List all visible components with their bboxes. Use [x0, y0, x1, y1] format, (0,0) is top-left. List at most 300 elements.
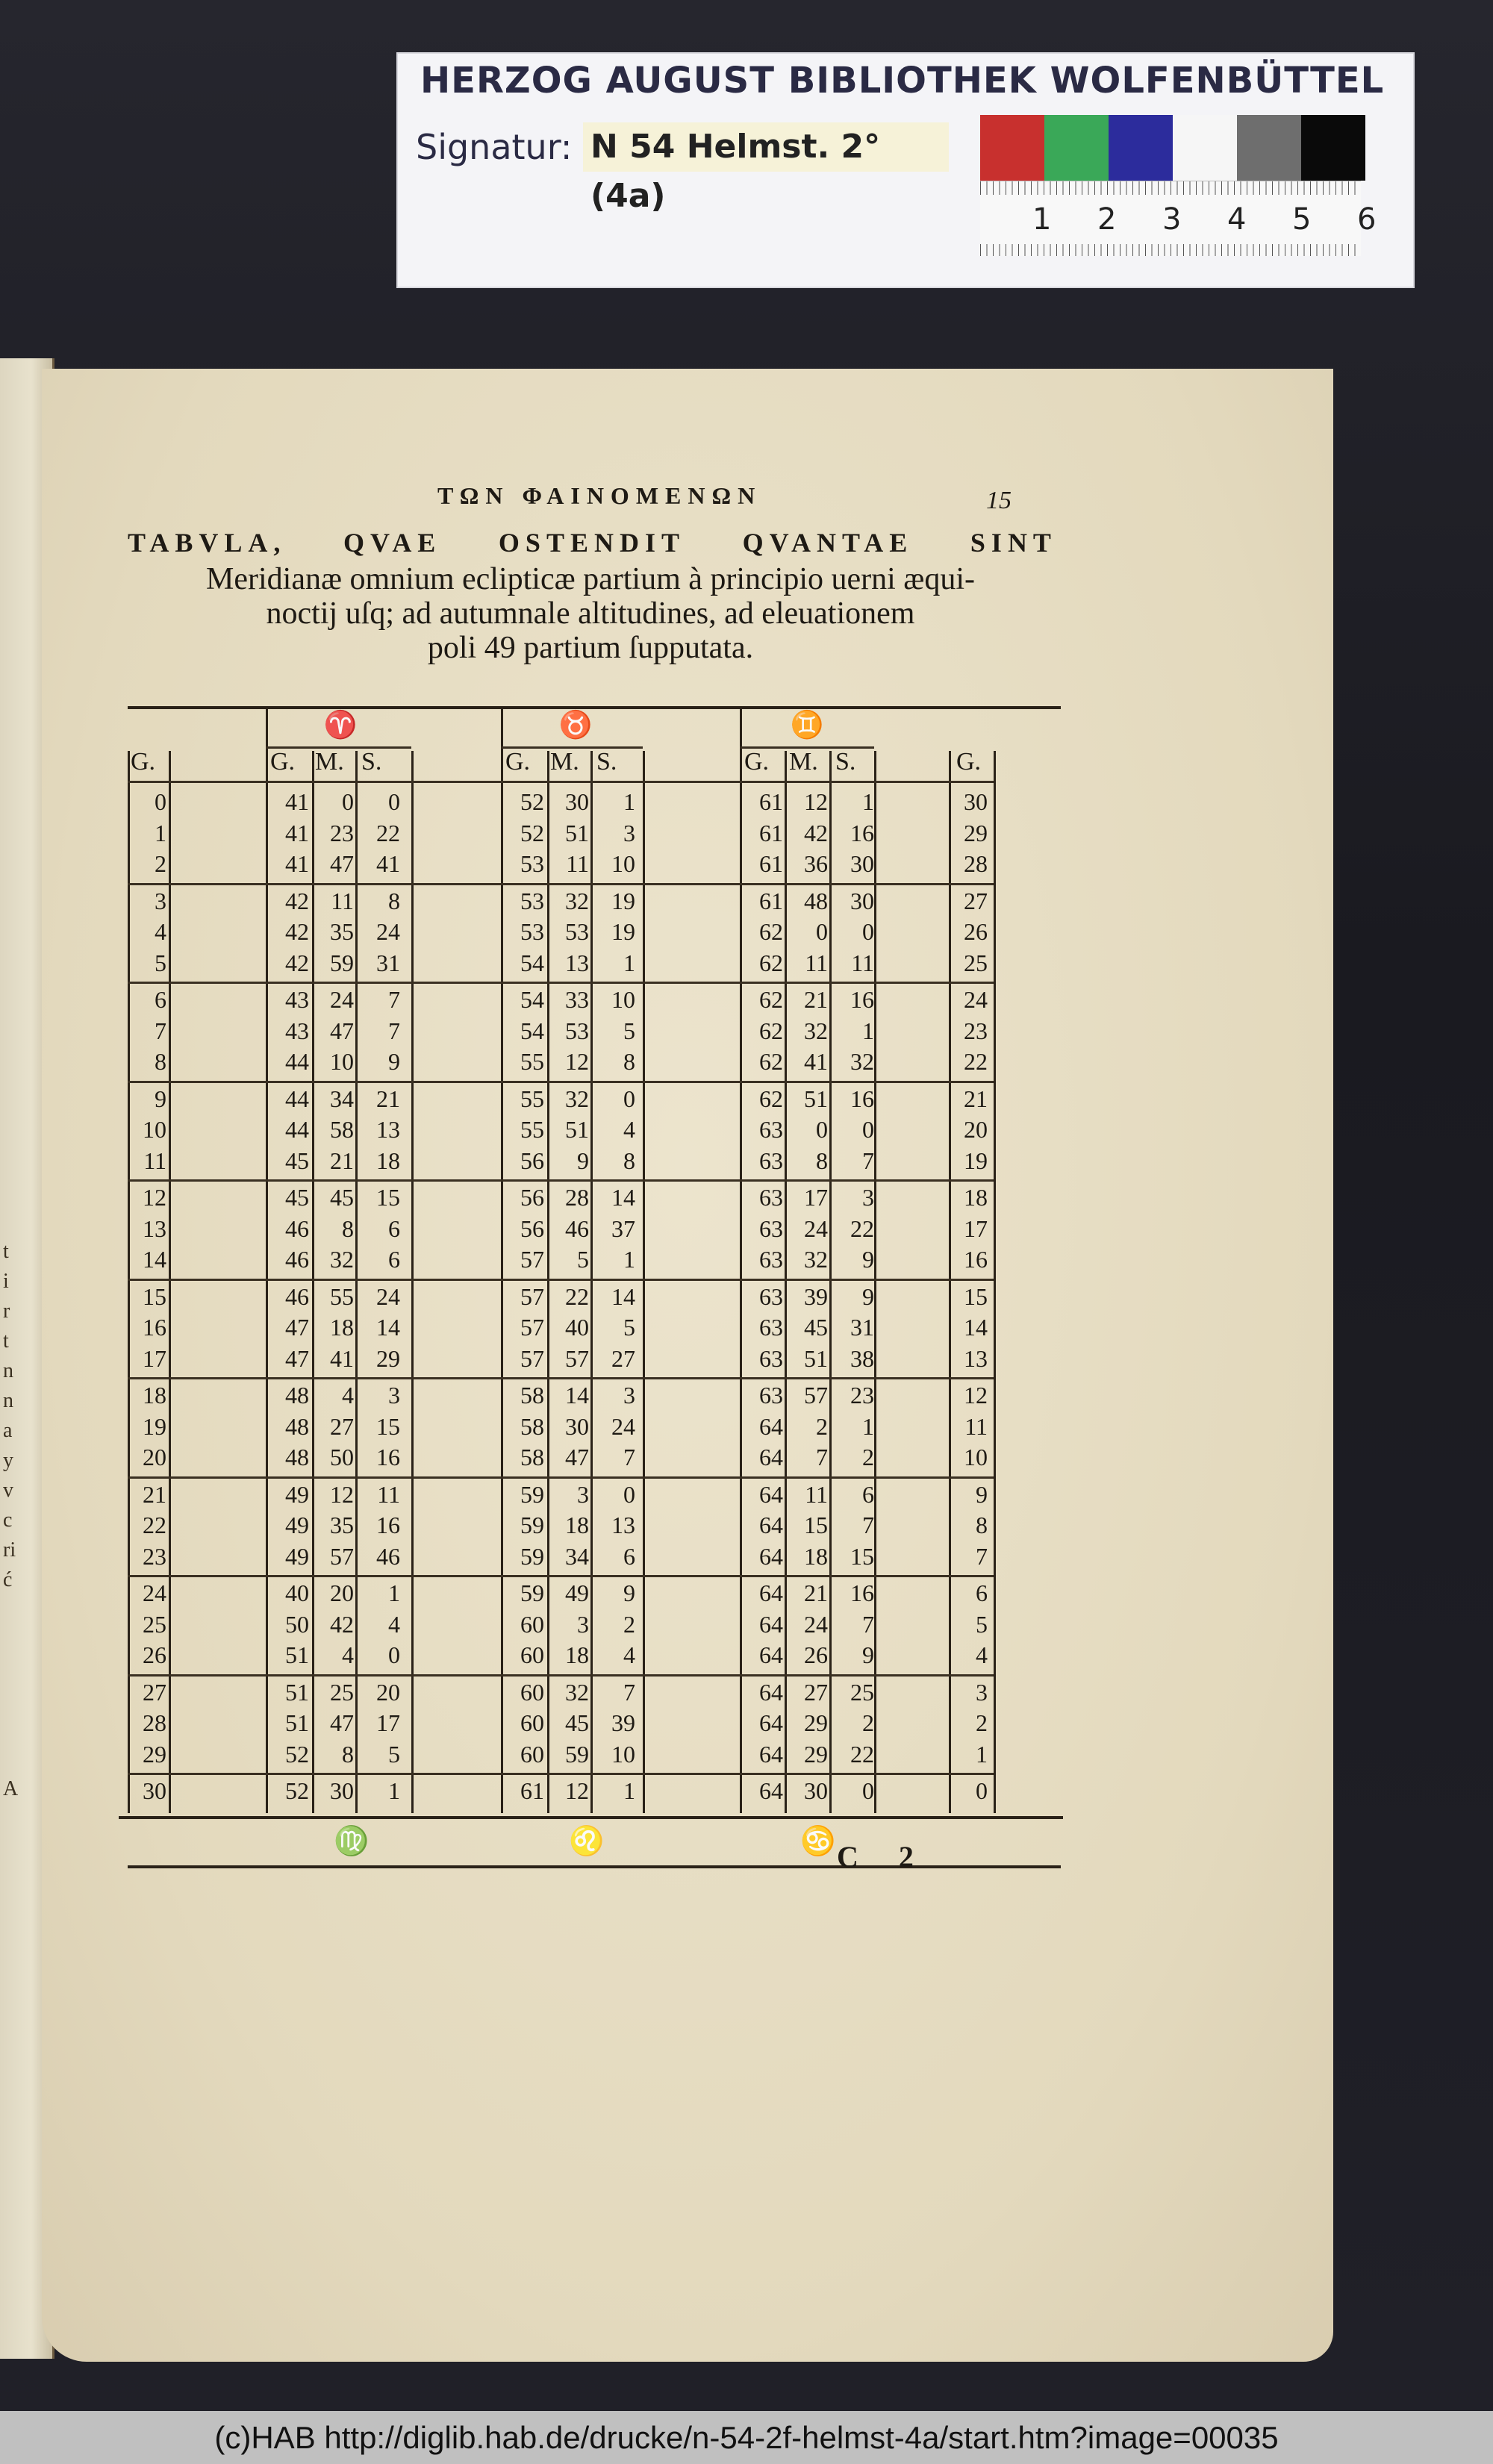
complement-degree-cell: 14 [964, 1314, 988, 1341]
complement-degree-cell: 26 [964, 918, 988, 945]
title-line: noctij uſq; ad autumnale altitudines, ad eleuationem [266, 596, 915, 631]
minutes-value: 51 [565, 819, 589, 846]
seconds-value: 17 [376, 1709, 400, 1736]
minutes-value: 57 [804, 1382, 828, 1409]
color-swatch [1301, 115, 1365, 181]
title-word: OSTENDIT [498, 528, 685, 558]
complement-degree-cell: 9 [976, 1480, 988, 1508]
minutes-value: 57 [330, 1542, 354, 1570]
minutes-value: 12 [565, 1048, 589, 1075]
seconds-value: 1 [623, 949, 635, 976]
minutes-value: 58 [330, 1116, 354, 1143]
minutes-value: 51 [804, 1344, 828, 1372]
degrees-value: 63 [759, 1116, 783, 1143]
degrees-value: 64 [759, 1579, 783, 1606]
seconds-value: 8 [623, 1048, 635, 1075]
table-column-rule [740, 706, 742, 1813]
minutes-value: 18 [565, 1512, 589, 1538]
seconds-value: 11 [377, 1480, 400, 1508]
row-group-rule [128, 1476, 994, 1479]
seconds-value: 31 [850, 1314, 874, 1341]
facing-page-text-fragment: r [3, 1300, 10, 1323]
degrees-value: 46 [285, 1282, 309, 1310]
seconds-value: 2 [623, 1610, 635, 1638]
minutes-value: 41 [804, 1048, 828, 1075]
row-group-rule [128, 1674, 994, 1677]
seconds-value: 1 [623, 1777, 635, 1804]
seconds-value: 10 [611, 1740, 635, 1768]
seconds-value: 29 [376, 1344, 400, 1372]
seconds-value: 19 [611, 887, 635, 914]
zodiac-sign-footer: ♋ [800, 1825, 836, 1857]
minutes-value: 21 [330, 1147, 354, 1174]
complement-degree-cell: 7 [976, 1542, 988, 1570]
ruler-number: 2 [1097, 202, 1117, 237]
minutes-value: 51 [804, 1085, 828, 1112]
table-column-rule [266, 706, 268, 1813]
degrees-value: 51 [285, 1641, 309, 1668]
degrees-value: 61 [759, 887, 783, 914]
minutes-value: 8 [342, 1214, 354, 1242]
degrees-value: 64 [759, 1412, 783, 1440]
degrees-value: 41 [285, 819, 309, 846]
degrees-value: 46 [285, 1214, 309, 1242]
seconds-value: 1 [623, 788, 635, 815]
minutes-value: 17 [804, 1184, 828, 1211]
degrees-value: 43 [285, 986, 309, 1013]
minutes-value: 47 [330, 850, 354, 877]
degrees-value: 40 [285, 1579, 309, 1606]
minutes-value: 53 [565, 918, 589, 945]
row-group-rule [128, 1575, 994, 1577]
degrees-value: 53 [520, 887, 544, 914]
row-group-rule [128, 1179, 994, 1182]
minutes-value: 49 [565, 1579, 589, 1606]
degrees-value: 56 [520, 1147, 544, 1174]
seconds-value: 39 [611, 1709, 635, 1736]
seconds-value: 22 [850, 1740, 874, 1768]
table-column-rule [501, 706, 503, 1813]
minutes-value: 21 [804, 986, 828, 1013]
seconds-value: 5 [623, 1017, 635, 1044]
seconds-value: 3 [623, 1382, 635, 1409]
minutes-value: 11 [805, 949, 828, 976]
seconds-value: 20 [376, 1678, 400, 1706]
degrees-value: 45 [285, 1184, 309, 1211]
color-swatches [980, 115, 1365, 181]
degree-cell: 18 [143, 1382, 166, 1409]
degree-cell: 19 [143, 1412, 166, 1440]
degree-cell: 16 [143, 1314, 166, 1341]
seconds-value: 18 [376, 1147, 400, 1174]
degrees-value: 42 [285, 887, 309, 914]
seconds-value: 13 [376, 1116, 400, 1143]
seconds-value: 7 [862, 1610, 874, 1638]
row-group-rule [128, 883, 994, 885]
table-column-rule [785, 751, 787, 1813]
degrees-value: 64 [759, 1444, 783, 1470]
degrees-value: 60 [520, 1678, 544, 1706]
seconds-value: 0 [388, 1641, 400, 1668]
library-name: HERZOG AUGUST BIBLIOTHEK WOLFENBÜTTEL [420, 60, 1385, 102]
minutes-value: 47 [330, 1017, 354, 1044]
degrees-value: 42 [285, 949, 309, 976]
seconds-value: 1 [862, 1017, 874, 1044]
seconds-value: 15 [376, 1184, 400, 1211]
seconds-value: 4 [388, 1610, 400, 1638]
complement-degree-cell: 28 [964, 850, 988, 877]
color-swatch [1044, 115, 1109, 181]
ruler-number: 5 [1292, 202, 1312, 237]
minutes-value: 0 [816, 918, 828, 945]
minutes-value: 24 [804, 1214, 828, 1242]
degrees-value: 44 [285, 1085, 309, 1112]
complement-degree-cell: 6 [976, 1579, 988, 1606]
degree-cell: 26 [143, 1641, 166, 1668]
minutes-value: 34 [330, 1085, 354, 1112]
degrees-value: 58 [520, 1382, 544, 1409]
seconds-value: 21 [376, 1085, 400, 1112]
degrees-value: 58 [520, 1444, 544, 1470]
minutes-value: 0 [342, 788, 354, 815]
book-page [42, 369, 1333, 2362]
degree-cell: 25 [143, 1610, 166, 1638]
seconds-value: 9 [862, 1246, 874, 1273]
column-header-s: S. [835, 748, 856, 776]
minutes-value: 2 [816, 1412, 828, 1440]
degrees-value: 62 [759, 1048, 783, 1075]
complement-degree-cell: 11 [964, 1412, 988, 1440]
minutes-value: 8 [342, 1740, 354, 1768]
minutes-value: 5 [577, 1246, 589, 1273]
minutes-value: 47 [565, 1444, 589, 1470]
complement-degree-cell: 22 [964, 1048, 988, 1075]
seconds-value: 9 [623, 1579, 635, 1606]
seconds-value: 3 [388, 1382, 400, 1409]
degrees-value: 54 [520, 1017, 544, 1044]
minutes-value: 4 [342, 1641, 354, 1668]
seconds-value: 16 [376, 1512, 400, 1538]
degree-cell: 28 [143, 1709, 166, 1736]
degrees-value: 57 [520, 1314, 544, 1341]
degrees-value: 49 [285, 1512, 309, 1538]
minutes-value: 57 [565, 1344, 589, 1372]
degrees-value: 46 [285, 1246, 309, 1273]
degree-cell: 30 [143, 1777, 166, 1804]
complement-degree-cell: 29 [964, 819, 988, 846]
minutes-value: 47 [330, 1709, 354, 1736]
degrees-value: 57 [520, 1344, 544, 1372]
degrees-value: 62 [759, 1017, 783, 1044]
seconds-value: 4 [623, 1116, 635, 1143]
degrees-value: 55 [520, 1085, 544, 1112]
degrees-value: 56 [520, 1214, 544, 1242]
seconds-value: 14 [376, 1314, 400, 1341]
ruler-number: 1 [1032, 202, 1052, 237]
color-target-card [398, 54, 1413, 287]
degree-cell: 3 [155, 887, 166, 914]
complement-degree-cell: 30 [964, 788, 988, 815]
degrees-value: 52 [520, 788, 544, 815]
degrees-value: 63 [759, 1382, 783, 1409]
seconds-value: 0 [623, 1480, 635, 1508]
zodiac-sign-header: ♉ [558, 710, 593, 740]
table-column-rule [411, 751, 414, 1813]
column-header-g: G. [744, 748, 770, 776]
degrees-value: 53 [520, 918, 544, 945]
seconds-value: 15 [376, 1412, 400, 1440]
degrees-value: 52 [520, 819, 544, 846]
seconds-value: 38 [850, 1344, 874, 1372]
minutes-value: 29 [804, 1740, 828, 1768]
degrees-value: 49 [285, 1542, 309, 1570]
degrees-value: 63 [759, 1246, 783, 1273]
degrees-value: 48 [285, 1382, 309, 1409]
minutes-value: 51 [565, 1116, 589, 1143]
minutes-value: 12 [565, 1777, 589, 1804]
degrees-value: 42 [285, 918, 309, 945]
column-header-s: S. [596, 748, 617, 776]
seconds-value: 14 [611, 1282, 635, 1310]
complement-degree-cell: 2 [976, 1709, 988, 1736]
degrees-value: 47 [285, 1314, 309, 1341]
degrees-value: 64 [759, 1512, 783, 1538]
facing-page-text-fragment: i [3, 1270, 9, 1293]
ruler-numbers [980, 202, 1377, 240]
minutes-value: 12 [330, 1480, 354, 1508]
degree-cell: 27 [143, 1678, 166, 1706]
ruler-number: 6 [1357, 202, 1377, 237]
row-group-rule [128, 1081, 994, 1083]
degrees-value: 48 [285, 1412, 309, 1440]
row-group-rule [128, 1377, 994, 1379]
zodiac-sign-header: ♊ [790, 710, 824, 740]
degrees-value: 52 [285, 1740, 309, 1768]
column-header-g: G. [505, 748, 531, 776]
complement-degree-cell: 19 [964, 1147, 988, 1174]
title-word: TABVLA, [128, 528, 287, 558]
minutes-value: 27 [804, 1678, 828, 1706]
degree-cell: 1 [155, 819, 166, 846]
degrees-value: 55 [520, 1048, 544, 1075]
degrees-value: 61 [759, 788, 783, 815]
degree-cell: 23 [143, 1542, 166, 1570]
facing-page-text-fragment: A [3, 1777, 19, 1800]
degrees-value: 60 [520, 1641, 544, 1668]
title-word: QVAE [343, 528, 442, 558]
column-header-m: M. [789, 748, 818, 776]
complement-degree-cell: 17 [964, 1214, 988, 1242]
seconds-value: 23 [850, 1382, 874, 1409]
column-header-m: M. [550, 748, 579, 776]
degrees-value: 63 [759, 1214, 783, 1242]
minutes-value: 55 [330, 1282, 354, 1310]
seconds-value: 25 [850, 1678, 874, 1706]
degrees-value: 61 [759, 850, 783, 877]
minutes-value: 27 [330, 1412, 354, 1440]
seconds-value: 7 [388, 1017, 400, 1044]
table-column-rule [994, 751, 996, 1813]
minutes-value: 42 [330, 1610, 354, 1638]
degree-cell: 14 [143, 1246, 166, 1273]
seconds-value: 30 [850, 850, 874, 877]
minutes-value: 24 [330, 986, 354, 1013]
seconds-value: 15 [850, 1542, 874, 1570]
minutes-value: 35 [330, 918, 354, 945]
degree-cell: 11 [143, 1147, 166, 1174]
minutes-value: 32 [804, 1246, 828, 1273]
minutes-value: 3 [577, 1480, 589, 1508]
minutes-value: 45 [565, 1709, 589, 1736]
minutes-value: 32 [565, 887, 589, 914]
facing-page-text-fragment: t [3, 1240, 9, 1263]
degrees-value: 62 [759, 949, 783, 976]
color-swatch [1173, 115, 1237, 181]
seconds-value: 19 [611, 918, 635, 945]
seconds-value: 1 [862, 1412, 874, 1440]
seconds-value: 7 [862, 1512, 874, 1538]
degree-cell: 20 [143, 1444, 166, 1470]
degree-cell: 13 [143, 1214, 166, 1242]
seconds-value: 10 [611, 850, 635, 877]
complement-degree-cell: 16 [964, 1246, 988, 1273]
minutes-value: 8 [816, 1147, 828, 1174]
degrees-value: 60 [520, 1610, 544, 1638]
degree-column-header: G. [956, 748, 982, 776]
table-column-rule [355, 751, 358, 1813]
seconds-value: 6 [862, 1480, 874, 1508]
degrees-value: 64 [759, 1740, 783, 1768]
minutes-value: 34 [565, 1542, 589, 1570]
seconds-value: 9 [388, 1048, 400, 1075]
seconds-value: 16 [850, 986, 874, 1013]
degrees-value: 63 [759, 1282, 783, 1310]
table-bottom-rule [119, 1816, 1063, 1819]
complement-degree-cell: 5 [976, 1610, 988, 1638]
degrees-value: 62 [759, 1085, 783, 1112]
table-column-rule [169, 751, 171, 1813]
facing-page-text-fragment: v [3, 1479, 13, 1502]
degrees-value: 55 [520, 1116, 544, 1143]
degrees-value: 57 [520, 1282, 544, 1310]
degrees-value: 58 [520, 1412, 544, 1440]
degree-cell: 17 [143, 1344, 166, 1372]
minutes-value: 48 [804, 887, 828, 914]
degrees-value: 44 [285, 1048, 309, 1075]
degree-cell: 6 [155, 986, 166, 1013]
title-line: Meridianæ omnium eclipticæ partium à principio uerni æqui- [206, 562, 975, 596]
minutes-value: 32 [565, 1678, 589, 1706]
seconds-value: 16 [850, 819, 874, 846]
degree-column-header: G. [131, 748, 156, 776]
minutes-value: 32 [804, 1017, 828, 1044]
degrees-value: 45 [285, 1147, 309, 1174]
degrees-value: 50 [285, 1610, 309, 1638]
minutes-value: 30 [565, 1412, 589, 1440]
minutes-value: 32 [565, 1085, 589, 1112]
row-group-rule [128, 982, 994, 984]
complement-degree-cell: 1 [976, 1740, 988, 1768]
degree-cell: 12 [143, 1184, 166, 1211]
minutes-value: 42 [804, 819, 828, 846]
degree-cell: 10 [143, 1116, 166, 1143]
title-line: poli 49 partium ſupputata. [427, 631, 754, 665]
degrees-value: 49 [285, 1480, 309, 1508]
minutes-value: 26 [804, 1641, 828, 1668]
complement-degree-cell: 8 [976, 1512, 988, 1538]
table-column-rule [312, 751, 314, 1813]
degrees-value: 56 [520, 1184, 544, 1211]
degrees-value: 64 [759, 1678, 783, 1706]
minutes-value: 0 [816, 1116, 828, 1143]
seconds-value: 9 [862, 1282, 874, 1310]
seconds-value: 6 [388, 1214, 400, 1242]
seconds-value: 9 [862, 1641, 874, 1668]
minutes-value: 45 [330, 1184, 354, 1211]
ruler-number: 4 [1227, 202, 1247, 237]
row-group-rule [128, 1279, 994, 1281]
degrees-value: 64 [759, 1709, 783, 1736]
seconds-value: 3 [623, 819, 635, 846]
minutes-value: 45 [804, 1314, 828, 1341]
degree-cell: 9 [155, 1085, 166, 1112]
seconds-value: 46 [376, 1542, 400, 1570]
complement-degree-cell: 25 [964, 949, 988, 976]
seconds-value: 0 [862, 1777, 874, 1804]
column-header-m: M. [315, 748, 344, 776]
seconds-value: 8 [623, 1147, 635, 1174]
seconds-value: 1 [623, 1246, 635, 1273]
degrees-value: 59 [520, 1542, 544, 1570]
minutes-value: 29 [804, 1709, 828, 1736]
minutes-value: 21 [804, 1579, 828, 1606]
facing-page-text-fragment: ri [3, 1538, 16, 1562]
minutes-value: 24 [804, 1610, 828, 1638]
seconds-value: 2 [862, 1444, 874, 1470]
minutes-value: 35 [330, 1512, 354, 1538]
seconds-value: 0 [862, 918, 874, 945]
complement-degree-cell: 3 [976, 1678, 988, 1706]
zodiac-sign-footer: ♌ [569, 1825, 605, 1857]
degree-cell: 24 [143, 1579, 166, 1606]
complement-degree-cell: 24 [964, 986, 988, 1013]
complement-degree-cell: 23 [964, 1017, 988, 1044]
minutes-value: 11 [566, 850, 589, 877]
seconds-value: 37 [611, 1214, 635, 1242]
degree-cell: 29 [143, 1740, 166, 1768]
seconds-value: 24 [376, 1282, 400, 1310]
minutes-value: 14 [565, 1382, 589, 1409]
degrees-value: 60 [520, 1709, 544, 1736]
degrees-value: 41 [285, 788, 309, 815]
facing-page-text-fragment: y [3, 1449, 13, 1472]
minutes-value: 46 [565, 1214, 589, 1242]
degrees-value: 63 [759, 1147, 783, 1174]
minutes-value: 20 [330, 1579, 354, 1606]
degrees-value: 51 [285, 1678, 309, 1706]
complement-degree-cell: 27 [964, 887, 988, 914]
minutes-value: 41 [330, 1344, 354, 1372]
table-column-rule [874, 751, 876, 1813]
seconds-value: 16 [376, 1444, 400, 1470]
minutes-value: 10 [330, 1048, 354, 1075]
seconds-value: 24 [376, 918, 400, 945]
degree-cell: 2 [155, 850, 166, 877]
minutes-value: 30 [804, 1777, 828, 1804]
signatur-value: N 54 Helmst. 2° (4a) [583, 122, 949, 172]
facing-page-text-fragment: n [3, 1389, 13, 1412]
table-title-caps [128, 527, 1057, 558]
